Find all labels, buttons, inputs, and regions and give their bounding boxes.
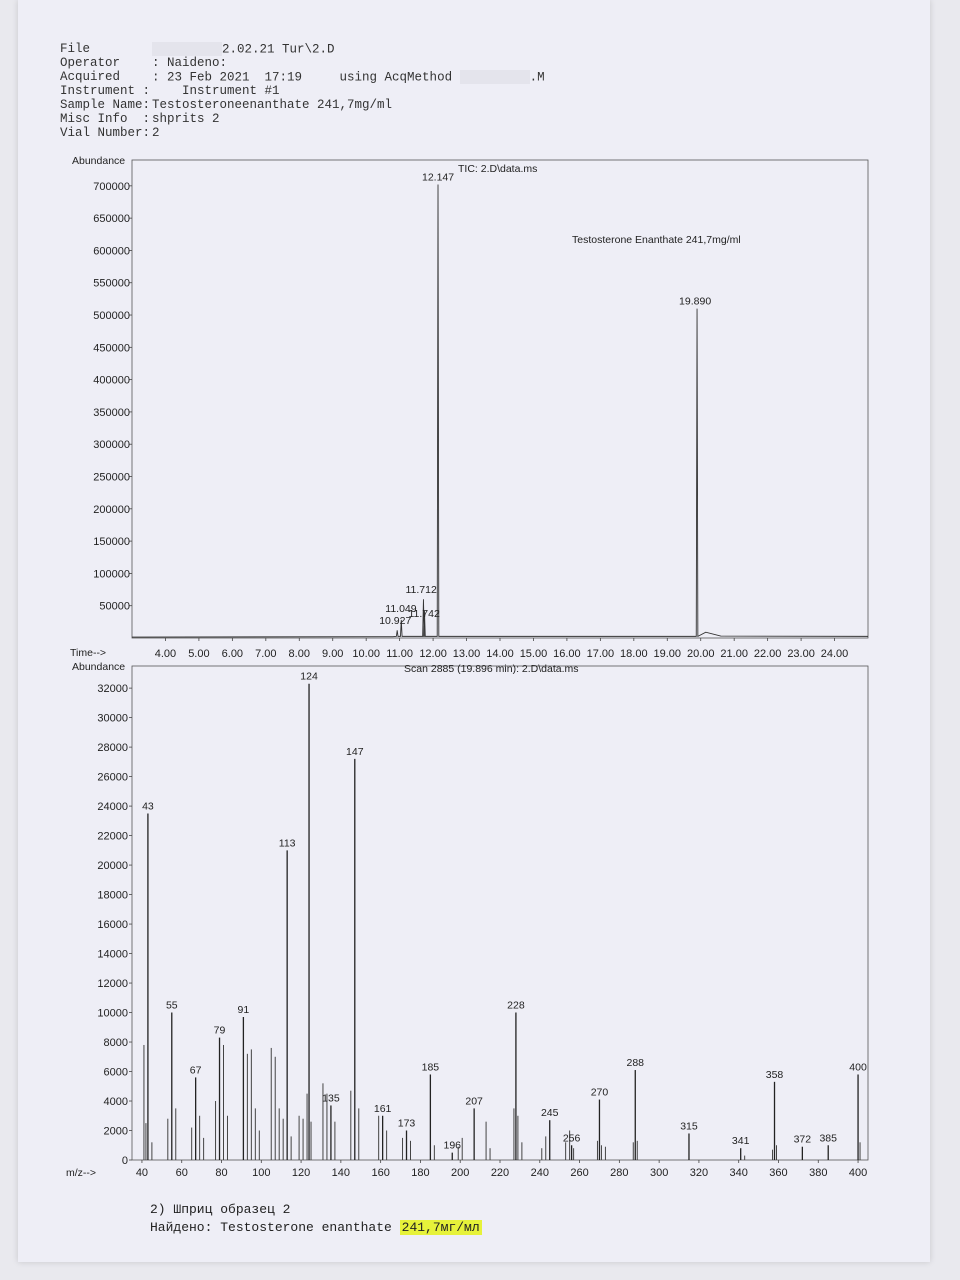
file-value: 2.02.21 Tur\2.D (222, 42, 335, 57)
tic-y-tick-label: 100000 (93, 568, 130, 581)
tic-y-tick-label: 50000 (99, 600, 130, 613)
tic-x-tick-label: 10.00 (352, 648, 380, 660)
instrument-value: Instrument #1 (182, 84, 280, 98)
tic-x-tick-label: 17.00 (586, 648, 615, 660)
tic-peak-label: 19.890 (679, 295, 712, 308)
tic-x-tick-label: 23.00 (787, 648, 815, 660)
ms-peak-label: 67 (189, 1064, 202, 1077)
misc-label: Misc Info : (60, 112, 151, 126)
tic-y-tick-label: 700000 (93, 180, 130, 193)
ms-x-tick-label: 100 (252, 1167, 271, 1179)
tic-y-tick-label: 250000 (93, 471, 130, 484)
ms-y-tick-label: 28000 (97, 742, 128, 755)
tic-x-tick-label: 19.00 (653, 648, 682, 660)
sample-value: Testosteroneenanthate 241,7mg/ml (152, 98, 393, 112)
ms-x-axis-label: m/z--> (66, 1167, 97, 1179)
ms-y-tick-label: 30000 (97, 712, 128, 725)
ms-x-tick-label: 240 (530, 1167, 549, 1179)
tic-peak-label: 12.147 (422, 171, 455, 184)
tic-x-tick-label: 12.00 (419, 648, 447, 660)
tic-y-tick-label: 650000 (93, 213, 130, 226)
ms-peak-label: 147 (346, 745, 364, 758)
tic-x-tick-label: 16.00 (553, 648, 581, 660)
acquired-value: : 23 Feb 2021 17:19 (152, 70, 303, 85)
ms-peak-label: 91 (237, 1003, 250, 1016)
ms-y-tick-label: 24000 (97, 801, 128, 814)
ms-x-tick-label: 60 (175, 1167, 188, 1179)
ms-peak-label: 185 (421, 1061, 440, 1074)
tic-x-tick-label: 22.00 (753, 648, 782, 660)
ms-y-tick-label: 26000 (97, 771, 128, 784)
operator-label: Operator (60, 56, 121, 70)
ms-x-tick-label: 200 (451, 1167, 470, 1179)
tic-x-tick-label: 7.00 (255, 648, 277, 660)
tic-trace-line (132, 185, 868, 637)
ms-peak-label: 161 (373, 1102, 392, 1115)
sample-label: Sample Name: (60, 98, 151, 112)
ms-peak-label: 79 (213, 1024, 226, 1037)
tic-peak-label: 11.049 (385, 602, 417, 615)
ms-x-tick-label: 180 (411, 1167, 430, 1179)
footer-found-label: Найдено: Testosterone enanthate (150, 1220, 400, 1235)
ms-peak-label: 256 (562, 1132, 581, 1145)
ms-peak-label: 341 (731, 1135, 750, 1148)
tic-x-axis-label: Time--> (70, 647, 107, 659)
ms-peak-label: 173 (397, 1117, 416, 1130)
ms-peak-label: 55 (165, 999, 178, 1012)
ms-peak-label: 43 (142, 800, 154, 813)
ms-x-tick-label: 380 (809, 1167, 828, 1179)
ms-peak-label: 358 (765, 1068, 784, 1081)
tic-title: TIC: 2.D\data.ms (458, 163, 538, 175)
ms-peak-label: 207 (465, 1095, 483, 1108)
tic-peak-label: 10.927 (379, 615, 412, 628)
tic-annotation: Testosterone Enanthate 241,7mg/ml (572, 234, 741, 246)
ms-y-tick-label: 8000 (103, 1037, 128, 1050)
tic-x-tick-label: 5.00 (188, 648, 210, 660)
ms-x-tick-label: 360 (769, 1167, 788, 1179)
tic-y-tick-label: 300000 (93, 439, 130, 452)
instrument-label: Instrument : (60, 84, 151, 98)
tic-x-tick-label: 14.00 (486, 648, 514, 660)
tic-x-tick-label: 13.00 (452, 648, 481, 660)
tic-peak-label: 11.712 (405, 584, 437, 597)
ms-y-tick-label: 10000 (97, 1007, 128, 1020)
tic-y-axis-label: Abundance (72, 155, 126, 167)
tic-y-tick-label: 600000 (93, 245, 130, 258)
ms-x-tick-label: 80 (215, 1167, 228, 1179)
tic-x-tick-label: 20.00 (686, 648, 715, 660)
ms-y-axis-label: Abundance (72, 661, 126, 673)
ms-y-tick-label: 0 (121, 1155, 128, 1167)
ms-x-tick-label: 300 (649, 1167, 669, 1179)
ms-peak-label: 124 (300, 670, 318, 683)
ms-y-tick-label: 32000 (97, 683, 128, 696)
ms-x-tick-label: 160 (371, 1167, 390, 1179)
ms-peak-label: 245 (540, 1107, 559, 1120)
ms-x-tick-label: 120 (291, 1167, 311, 1179)
tic-plot-frame (132, 160, 868, 638)
footer-line-2 (150, 1220, 482, 1235)
operator-value: : Naideno: (152, 56, 228, 70)
ms-x-tick-label: 280 (610, 1167, 629, 1179)
tic-y-tick-label: 450000 (93, 342, 130, 355)
ms-x-tick-label: 140 (331, 1167, 351, 1179)
ms-peak-label: 288 (626, 1057, 645, 1070)
ms-peak-label: 228 (507, 999, 525, 1012)
tic-y-tick-label: 550000 (93, 277, 130, 290)
tic-x-tick-label: 8.00 (288, 648, 310, 660)
ms-peak-label: 372 (793, 1133, 812, 1146)
ms-y-tick-label: 16000 (97, 919, 128, 932)
ms-peak-label: 400 (849, 1061, 867, 1074)
ms-x-tick-label: 220 (490, 1167, 510, 1179)
misc-value: shprits 2 (152, 112, 220, 126)
acquired-label: Acquired (60, 70, 121, 85)
ms-peak-label: 315 (680, 1120, 698, 1133)
ms-peak-label: 385 (819, 1132, 837, 1145)
tic-y-tick-label: 200000 (93, 503, 130, 516)
tic-x-tick-label: 18.00 (620, 648, 648, 660)
ms-x-tick-label: 40 (135, 1167, 149, 1179)
ms-y-tick-label: 22000 (97, 830, 128, 843)
ms-y-tick-label: 20000 (97, 860, 128, 873)
ms-x-tick-label: 340 (729, 1167, 748, 1179)
tic-y-tick-label: 500000 (93, 310, 130, 323)
ms-y-tick-label: 4000 (103, 1096, 128, 1109)
ms-peak-label: 135 (322, 1092, 340, 1105)
ms-y-tick-label: 2000 (103, 1125, 128, 1138)
ms-plot-frame (132, 666, 868, 1160)
tic-y-tick-label: 150000 (93, 536, 130, 549)
tic-x-tick-label: 9.00 (322, 648, 344, 660)
ms-title: Scan 2885 (19.896 min): 2.D\data.ms (404, 663, 579, 675)
tic-x-tick-label: 6.00 (221, 648, 244, 660)
footer-line-1: 2) Шприц образец 2 (150, 1202, 291, 1217)
tic-x-tick-label: 4.00 (154, 648, 177, 660)
acqmethod-label: using AcqMethod (339, 70, 453, 85)
vial-value: 2 (152, 126, 160, 140)
ms-peak-label: 196 (443, 1139, 462, 1152)
ms-peak-label: 113 (278, 837, 296, 850)
ms-y-tick-label: 14000 (97, 948, 128, 961)
tic-x-tick-label: 21.00 (720, 648, 748, 660)
file-label: File (60, 42, 91, 57)
tic-y-tick-label: 400000 (93, 374, 130, 387)
footer-result-value: 241,7мг/мл (401, 1220, 480, 1235)
tic-x-tick-label: 24.00 (820, 648, 849, 660)
ms-x-tick-label: 400 (848, 1167, 868, 1179)
tic-x-tick-label: 11.00 (386, 648, 413, 660)
ms-y-tick-label: 18000 (97, 889, 128, 902)
ms-x-tick-label: 320 (689, 1167, 709, 1179)
acqmethod-ext: .M (529, 70, 545, 85)
ms-y-tick-label: 6000 (103, 1066, 128, 1079)
ms-y-tick-label: 12000 (97, 978, 128, 991)
tic-peak-label: 11.742 (408, 607, 440, 620)
vial-label: Vial Number: (60, 126, 151, 140)
ms-peak-label: 270 (590, 1086, 609, 1099)
tic-x-tick-label: 15.00 (519, 648, 548, 660)
tic-y-tick-label: 350000 (93, 406, 130, 419)
ms-x-tick-label: 260 (570, 1167, 589, 1179)
